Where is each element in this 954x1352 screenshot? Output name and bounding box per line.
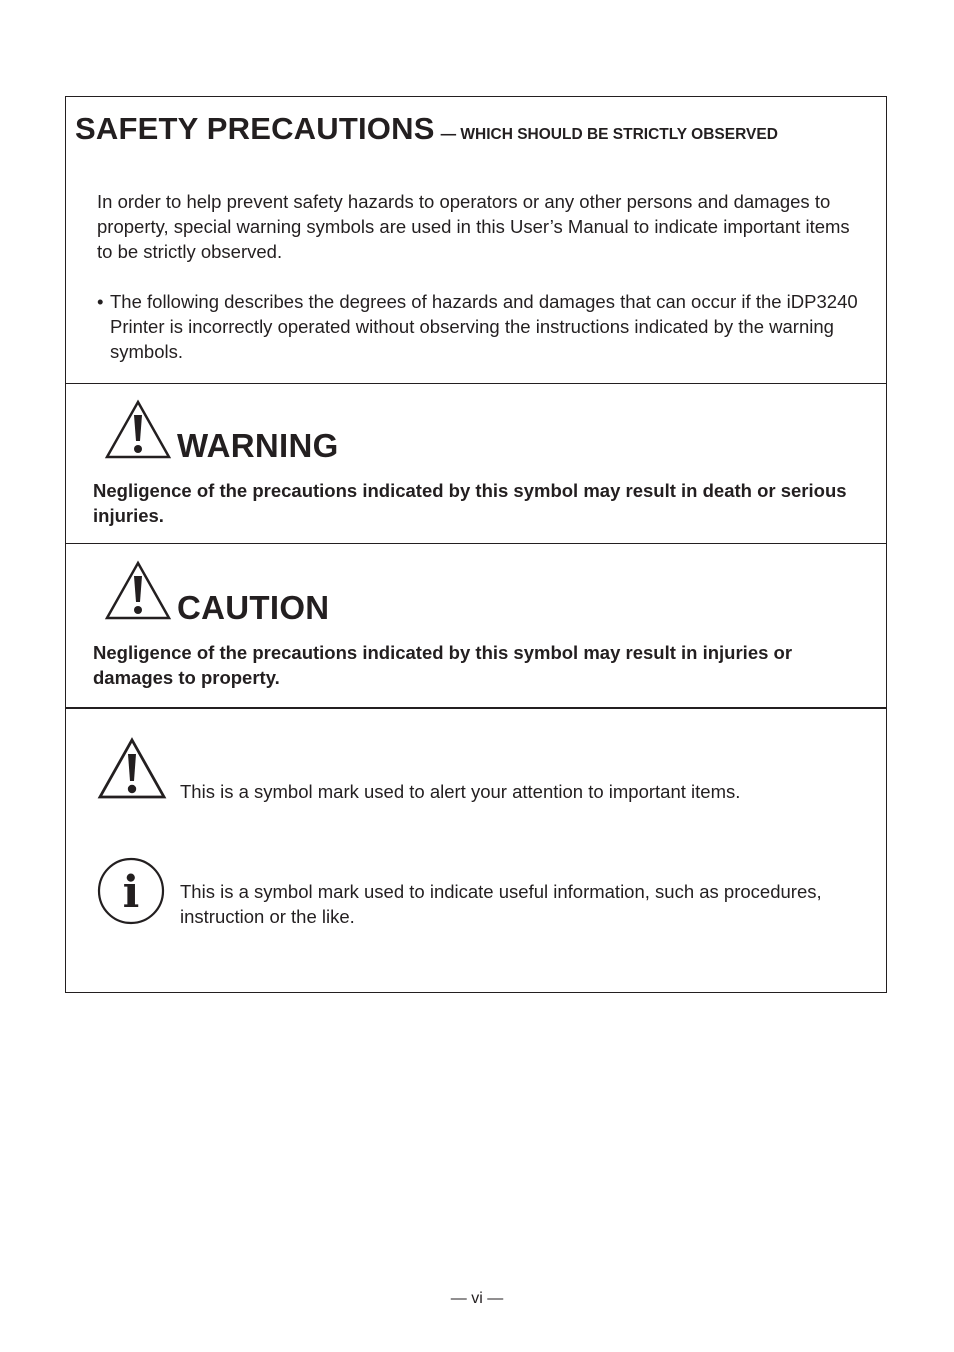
divider: [66, 707, 886, 709]
divider: [66, 543, 886, 544]
alert-symbol-description: This is a symbol mark used to alert your attention to important items.: [180, 781, 741, 802]
bullet-text: The following describes the degrees of hazards and damages that can occur if the iDP3240 Printer is incorrectly operated without observing the instructions indicated by the warning symbols.: [110, 291, 858, 362]
alert-triangle-icon: [97, 737, 167, 799]
page-title: [75, 111, 778, 147]
divider: [66, 383, 886, 384]
intro-bullet: [97, 289, 877, 365]
info-glyph: i: [122, 867, 140, 918]
bullet-marker: •: [97, 291, 104, 312]
warning-text: Negligence of the precautions indicated by this symbol may result in death or serious injuries.: [93, 480, 847, 526]
info-circle-icon: [97, 857, 165, 925]
safety-precautions-box: [65, 96, 887, 993]
caution-label: CAUTION: [177, 589, 330, 626]
title-main: SAFETY PRECAUTIONS: [75, 111, 435, 146]
warning-label: WARNING: [177, 427, 339, 464]
caution-triangle-icon: [104, 560, 172, 620]
info-symbol-description: This is a symbol mark used to indicate useful information, such as procedures, instruction or the like.: [180, 881, 822, 927]
warning-triangle-icon: [104, 399, 172, 459]
caution-text: Negligence of the precautions indicated by this symbol may result in injuries or damages to property.: [93, 642, 793, 688]
page-number: — vi —: [450, 1290, 504, 1307]
intro-paragraph: In order to help prevent safety hazards to operators or any other persons and damages to property, special warning symbols are used in this User’s Manual to indicate important items to be strictly observed.: [97, 191, 850, 262]
title-subtitle: — WHICH SHOULD BE STRICTLY OBSERVED: [440, 126, 778, 143]
